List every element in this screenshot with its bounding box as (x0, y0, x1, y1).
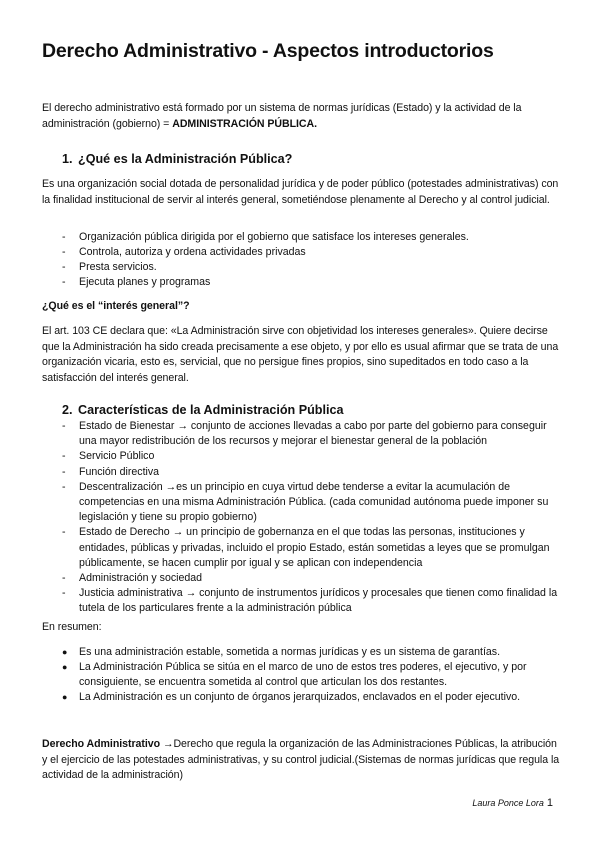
page-number: 1 (546, 797, 553, 809)
section1-number: 1. (62, 152, 73, 166)
summary-label: En resumen: (42, 621, 102, 633)
footer-author: Laura Ponce Lora (472, 798, 544, 808)
intro-bold: ADMINISTRACIÓN PÚBLICA. (172, 117, 318, 130)
intro-text: El derecho administrativo está formado por un sistema de normas jurídicas (Estado) y la actividad de la administración (gobierno) = (42, 102, 522, 130)
definition-term: Derecho Administrativo (42, 738, 161, 750)
section1-list (62, 230, 562, 290)
section2-number: 2. (62, 403, 73, 417)
list-item: - Organización pública dirigida por el gobierno que satisface los intereses generales. (62, 230, 562, 245)
list-item: - Presta servicios. (62, 260, 562, 275)
definition-paragraph (42, 737, 562, 784)
intro-paragraph (42, 101, 562, 132)
list-item: - Estado de Derecho → un principio de gobernanza en el que todas las personas, instituciones y entidades, públicas y privadas, incluido el propio Estado, están sometidas a leyes que se promulgan públicamente, se hacen cumplir por igual y se aplican con independencia (62, 525, 562, 571)
section2-heading (62, 403, 344, 417)
list-item: - Estado de Bienestar → conjunto de acciones llevadas a cabo por parte del gobierno para conseguir una mayor redistribución de los recursos y mejorar el bienestar general de la población (62, 419, 562, 449)
list-item: - Función directiva (62, 465, 562, 480)
list-item: - Descentralización →es un principio en cuya virtud debe tenderse a evitar la acumulación de competencias en una misma Administración Pública. (cada comunidad autónoma puede imponer su legislación y tiene su propio gobierno) (62, 480, 562, 526)
list-item: - Justicia administrativa → conjunto de instrumentos jurídicos y procesales que tienen como finalidad la tutela de los particulares frente a la administración pública (62, 586, 562, 616)
list-item: ● Es una administración estable, sometida a normas jurídicas y es un sistema de garantías. (62, 645, 562, 660)
list-item: - Administración y sociedad (62, 571, 562, 586)
section1-paragraph: Es una organización social dotada de personalidad jurídica y de poder público (potestades administrativas) con la finalidad institucional de servir al interés general, sometiéndose plenamente al Derecho y al control judicial. (42, 178, 559, 206)
list-item: - Controla, autoriza y ordena actividades privadas (62, 245, 562, 260)
section2-title: Características de la Administración Pública (78, 403, 344, 417)
summary-list (62, 645, 562, 705)
page-footer (472, 797, 553, 809)
page-title: Derecho Administrativo - Aspectos introductorios (42, 40, 494, 62)
section1-title: ¿Qué es la Administración Pública? (78, 152, 293, 166)
list-item: ● La Administración es un conjunto de órganos jerarquizados, enclavados en el poder ejecutivo. (62, 690, 562, 705)
section1-heading (62, 152, 292, 166)
list-item: - Servicio Público (62, 449, 562, 464)
definition-text: →Derecho que regula la organización de las Administraciones Públicas, la atribución y el ejercicio de las potestades administrativas, y su control judicial.(Sistemas de normas jurídicas que regula la actividad de la administración) (42, 738, 560, 781)
interes-general-heading: ¿Qué es el “interés general”? (42, 300, 190, 312)
section2-list (62, 419, 562, 617)
list-item: ● La Administración Pública se sitúa en el marco de uno de estos tres poderes, el ejecutivo, y por consiguiente, se encuentra sometida al control que articulan los dos restantes. (62, 660, 562, 690)
interes-general-paragraph: El art. 103 CE declara que: «La Administración sirve con objetividad los intereses generales». Quiere decirse que la Administración ha sido creada precisamente a ese objeto, y por ello es usual afirmar que se trata de una organización vicaria, esto es, servicial, que no persigue fines propios, sino supeditados en todo caso a la satisfacción del interés general. (42, 325, 559, 384)
list-item: - Ejecuta planes y programas (62, 275, 562, 290)
